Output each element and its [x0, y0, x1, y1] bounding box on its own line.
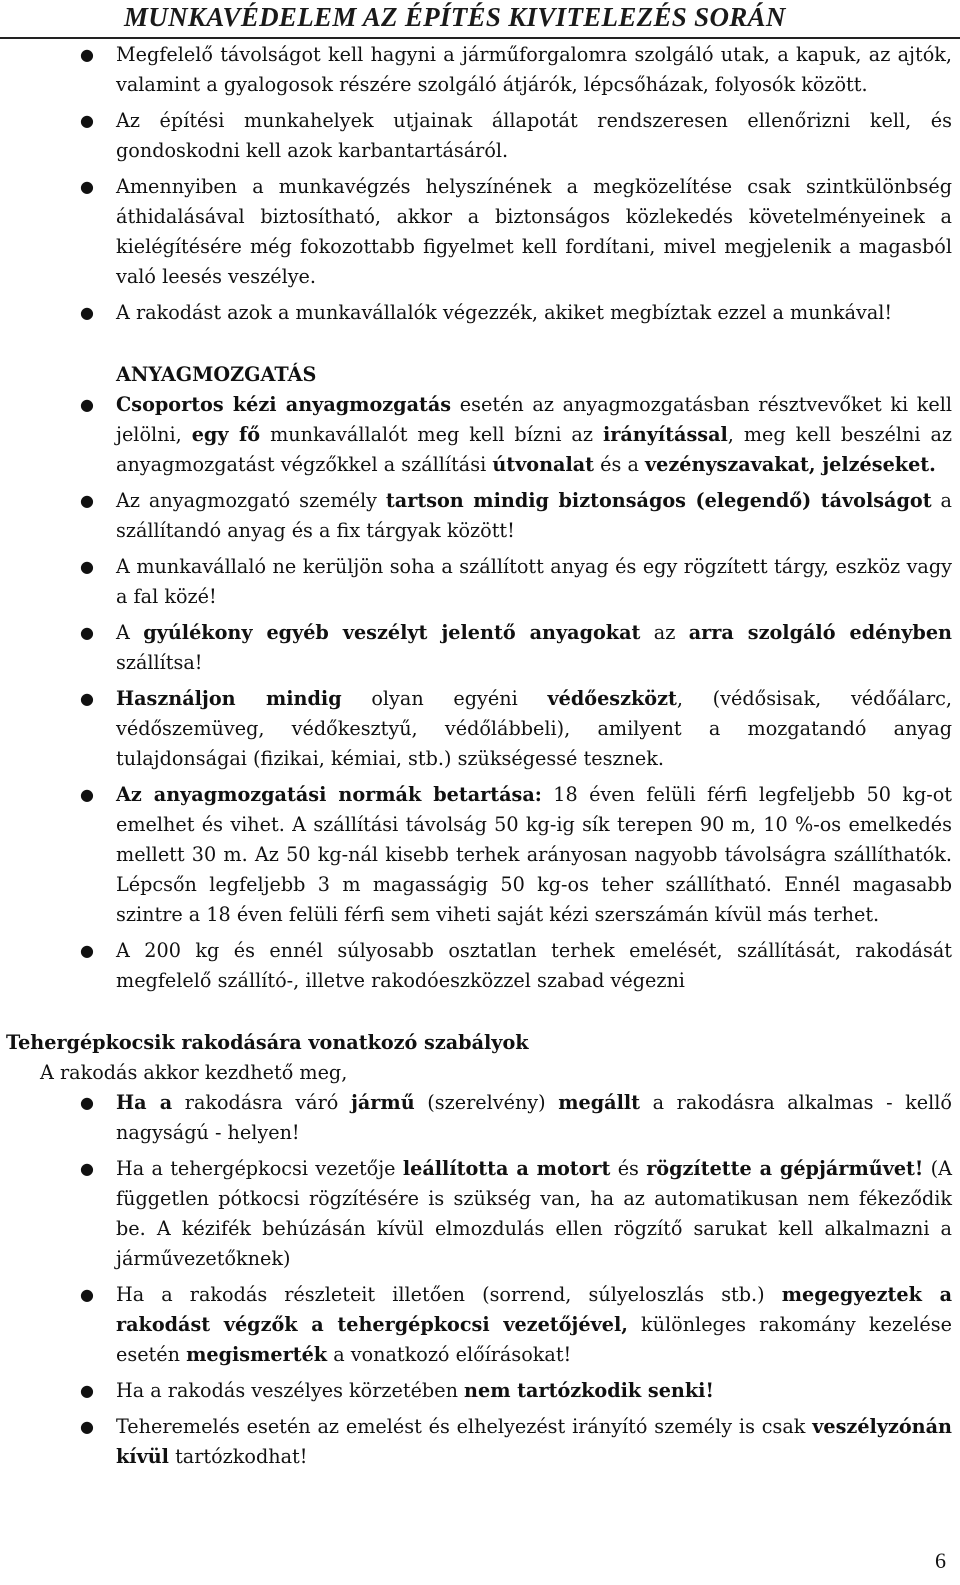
bullet-icon: ● — [80, 557, 94, 576]
page-number: 6 — [935, 1548, 946, 1573]
list-item — [0, 936, 960, 996]
bullet-icon: ● — [80, 785, 94, 804]
list-item-text: Az anyagmozgatási normák betartása: — [116, 783, 542, 806]
bullet-icon: ● — [80, 623, 94, 642]
bullet-icon: ● — [80, 1285, 94, 1304]
list-item-text: esetén az anyagmozgatásban résztvevőket ki kell jelölni, — [116, 393, 952, 446]
list-item-text: rakodásra váró — [172, 1091, 351, 1114]
list-item-text: a vonatkozó előírásokat! — [327, 1343, 572, 1366]
bullet-icon: ● — [80, 111, 94, 130]
list-item-text: az — [640, 621, 689, 644]
section-heading-material-handling: ANYAGMOZGATÁS — [116, 363, 317, 386]
list-item-text: Csoportos kézi anyagmozgatás — [116, 393, 452, 416]
list-item-text: munkavállalót meg kell bízni az — [260, 423, 603, 446]
list-item-text: útvonalat — [492, 453, 595, 476]
list-item-text: nem tartózkodik senki! — [464, 1379, 714, 1402]
list-item-text: A 200 kg és ennél súlyosabb osztatlan terhek emelését, szállítását, rakodását megfelelő szállító-, illetve rakodóeszközzel szabad végezni — [116, 939, 952, 992]
bullet-list-material-handling — [0, 390, 960, 1002]
list-item-text: leállította a motort — [402, 1157, 611, 1180]
list-item — [0, 1412, 960, 1472]
list-item — [0, 780, 960, 930]
page-content — [0, 40, 960, 1478]
list-item-text: megismerték — [186, 1343, 328, 1366]
list-item — [0, 552, 960, 612]
list-item-text: tartózkodhat! — [168, 1445, 308, 1468]
list-item — [0, 684, 960, 774]
list-item-text: a szállítandó anyag és a fix tárgyak között! — [116, 489, 952, 542]
list-item-text: A — [116, 621, 144, 644]
bullet-icon: ● — [80, 689, 94, 708]
list-item-text: és a — [594, 453, 645, 476]
header-rule — [0, 37, 960, 39]
list-item-text: megállt — [558, 1091, 641, 1114]
list-item-text: (A független pótkocsi rögzítésére is szükség van, ha az automatikusan nem fékeződik be. A kézifék behúzásán kívül elmozdulás ellen rögzítő sarukat kell alkalmazni a járművezetőknek) — [116, 1157, 952, 1270]
list-item-text: veszélyzónán kívül — [116, 1415, 952, 1468]
list-item-text: tartson mindig biztonságos (elegendő) távolságot — [385, 489, 932, 512]
list-item-text: Ha a rakodás részleteit illetően (sorrend, súlyeloszlás stb.) — [116, 1283, 782, 1306]
list-item — [0, 1088, 960, 1148]
list-item-text: Az anyagmozgató személy — [116, 489, 386, 512]
bullet-icon: ● — [80, 491, 94, 510]
bullet-icon: ● — [80, 941, 94, 960]
list-item — [0, 1280, 960, 1370]
list-item — [0, 1376, 960, 1406]
bullet-icon: ● — [80, 45, 94, 64]
list-item-text: 18 éven felüli férfi legfeljebb 50 kg-ot emelhet és vihet. A szállítási távolság 50 kg-ig sík terepen 90 m, 10 %-os emelkedés mellett 30 m. Az 50 kg-nál kisebb terhek arányosan nagyobb távolságra szállíthatók. Lépcsőn legfeljebb 3 m magasságig 50 kg-os teher szállítható. Ennél magasabb szintre a 18 éven felüli férfi sem viheti saját kézi szerszámán kívül más terhet. — [116, 783, 952, 926]
list-item-text: rögzítette a gépjárművet! — [646, 1157, 924, 1180]
list-item — [0, 618, 960, 678]
section-title-truck-loading: Tehergépkocsik rakodására vonatkozó szabályok — [6, 1031, 529, 1054]
list-item-text: Ha a rakodás veszélyes körzetében — [116, 1379, 465, 1402]
list-item-text: (szerelvény) — [414, 1091, 559, 1114]
list-item-text: a rakodásra alkalmas - kellő nagyságú - helyen! — [116, 1091, 952, 1144]
list-item-text: , (védősisak, védőálarc, védőszemüveg, védőkesztyű, védőlábbeli), amilyent a mozgatandó anyag tulajdonságai (fizikai, kémiai, stb.) szükségessé tesznek. — [116, 687, 953, 770]
list-item-text: A munkavállaló ne kerüljön soha a szállított anyag és egy rögzített tárgy, eszköz vagy a fal közé! — [116, 555, 952, 608]
bullet-icon: ● — [80, 1417, 94, 1436]
list-item-text: arra szolgáló edényben — [688, 621, 953, 644]
list-item-text: vezényszavakat, jelzéseket. — [645, 453, 936, 476]
bullet-icon: ● — [80, 395, 94, 414]
list-item-text: , meg kell beszélni az anyagmozgatást végzőkkel a szállítási — [116, 423, 952, 476]
list-item-text: jármű — [350, 1091, 415, 1114]
bullet-list-traffic — [0, 40, 960, 334]
bullet-icon: ● — [80, 1381, 94, 1400]
list-item-text: olyan egyéni — [341, 687, 548, 710]
bullet-icon: ● — [80, 303, 94, 322]
list-item-text: Ha a tehergépkocsi vezetője — [116, 1157, 403, 1180]
list-item — [0, 1154, 960, 1274]
list-item — [0, 486, 960, 546]
bullet-icon: ● — [80, 1093, 94, 1112]
list-item — [0, 40, 960, 100]
list-item-text: Teheremelés esetén az emelést és elhelyezést irányító személy is csak — [116, 1415, 813, 1438]
list-item-text: és — [610, 1157, 647, 1180]
list-item-text: Az építési munkahelyek utjainak állapotát rendszeresen ellenőrizni kell, és gondoskodni kell azok karbantartásáról. — [116, 109, 952, 162]
running-header: MUNKAVÉDELEM AZ ÉPÍTÉS KIVITELEZÉS SORÁN — [124, 2, 786, 32]
list-item-text: gyúlékony egyéb veszélyt jelentő anyagokat — [143, 621, 641, 644]
list-item-text: Amennyiben a munkavégzés helyszínének a megközelítése csak szintkülönbség áthidalásával biztosítható, akkor a biztonságos közlekedés követelményeinek a kielégítésére még fokozottabb figyelmet kell fordítani, mivel megjelenik a magasból való leesés veszélye. — [116, 175, 952, 288]
list-item-text: Megfelelő távolságot kell hagyni a járműforgalomra szolgáló utak, a kapuk, az ajtók, valamint a gyalogosok részére szolgáló átjárók, lépcsőházak, folyosók között. — [116, 43, 952, 96]
list-item-text: megegyeztek a rakodást végzők a tehergépkocsi vezetőjével, — [116, 1283, 952, 1336]
list-item — [0, 390, 960, 480]
list-item-text: egy fő — [191, 423, 261, 446]
list-item-text: Használjon mindig — [116, 687, 342, 710]
list-item-text: védőeszközt — [547, 687, 677, 710]
list-item-text: irányítással — [602, 423, 728, 446]
bullet-icon: ● — [80, 1159, 94, 1178]
list-item-text: Ha a — [116, 1091, 173, 1114]
section-intro: A rakodás akkor kezdhető meg, — [40, 1061, 348, 1084]
bullet-list-truck-loading — [0, 1088, 960, 1478]
list-item — [0, 172, 960, 292]
bullet-icon: ● — [80, 177, 94, 196]
list-item-text: különleges rakomány kezelése esetén — [116, 1313, 952, 1366]
list-item — [0, 106, 960, 166]
list-item-text: A rakodást azok a munkavállalók végezzék, akiket megbíztak ezzel a munkával! — [116, 301, 893, 324]
list-item-text: szállítsa! — [116, 651, 203, 674]
list-item — [0, 298, 960, 328]
